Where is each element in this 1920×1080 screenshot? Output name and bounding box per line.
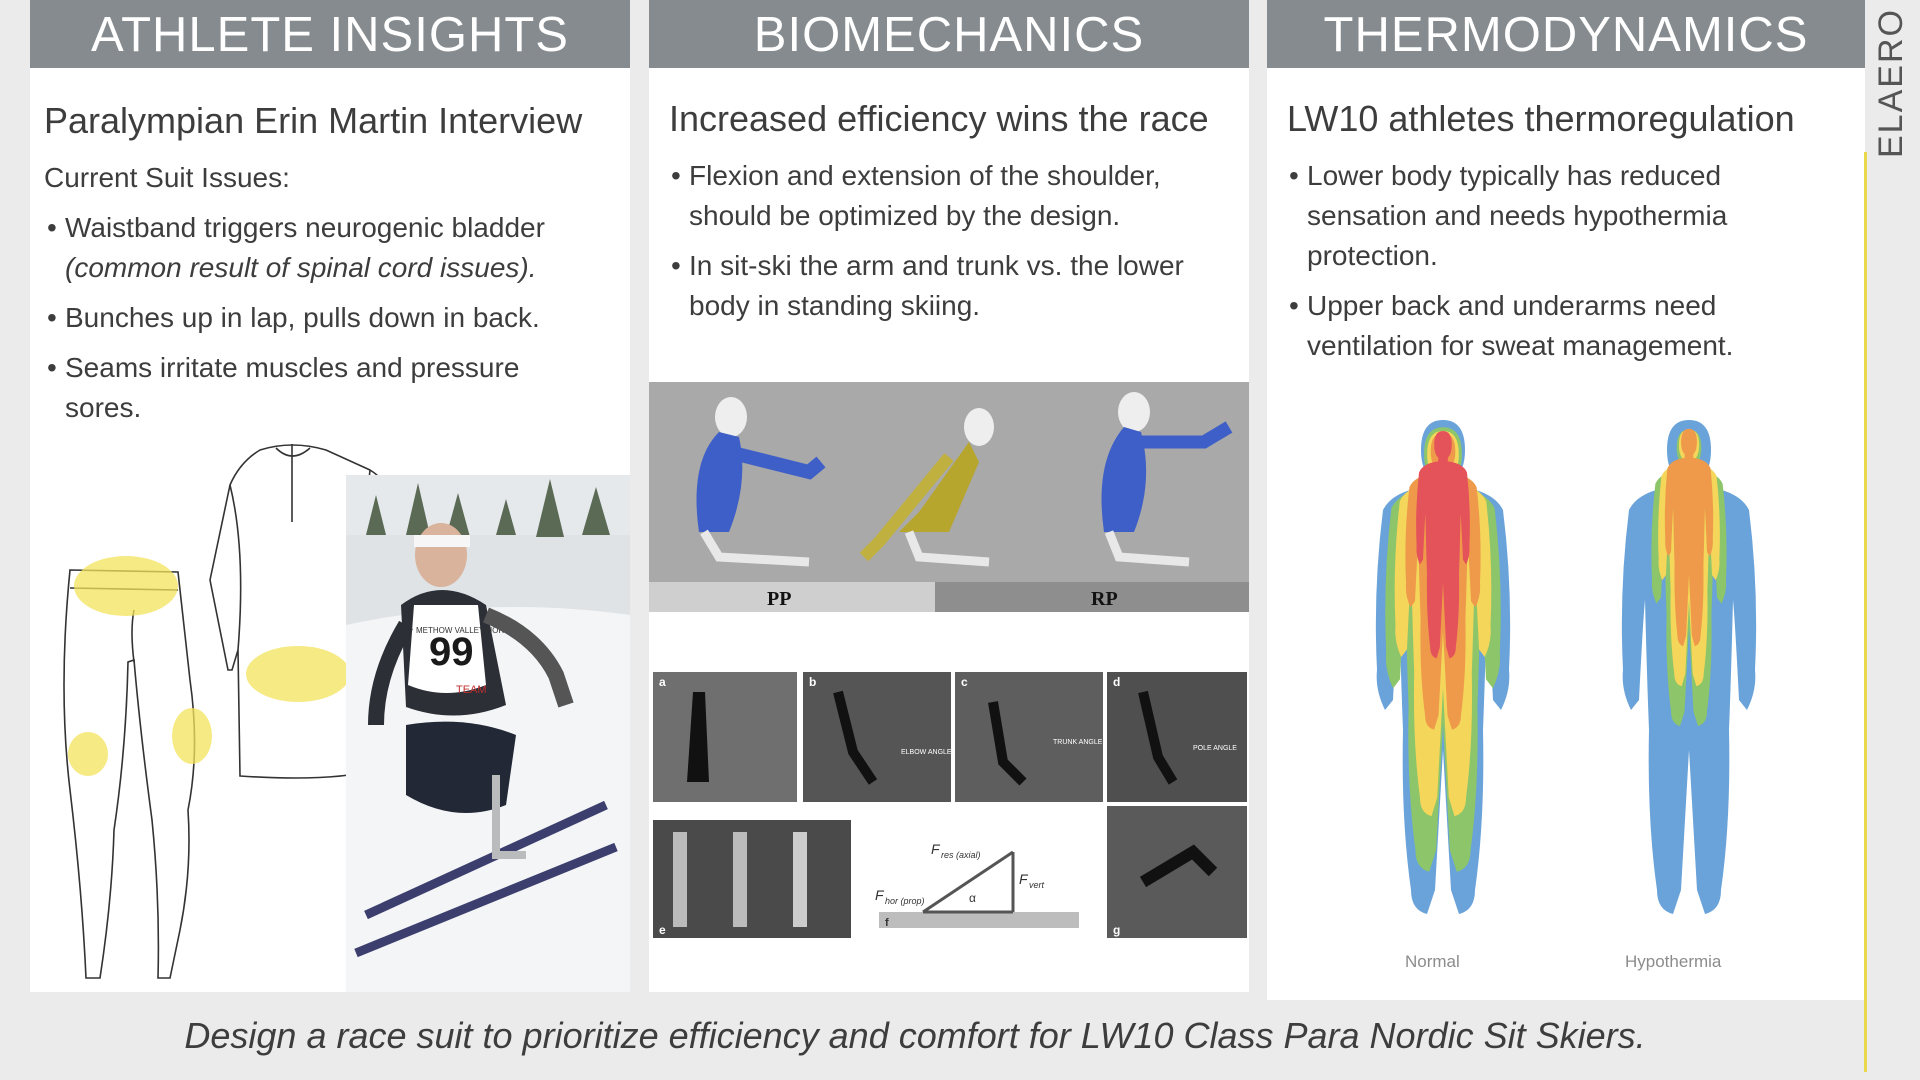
biomechanics-panel <box>649 0 1249 992</box>
photo-letter-b: b <box>809 675 817 689</box>
athlete-subtitle: Paralympian Erin Martin Interview <box>44 100 583 141</box>
athlete-insights-title: ATHLETE INSIGHTS <box>30 0 630 68</box>
photo-letter-a: a <box>659 675 666 689</box>
bib-number: 99 <box>429 630 474 674</box>
athlete-bullet-1-note: (common result of spinal cord issues). <box>65 252 537 283</box>
force-alpha-label: α <box>969 891 976 905</box>
photo-letter-c: c <box>961 675 968 689</box>
photo-letter-d: d <box>1113 675 1121 689</box>
thermodynamics-panel <box>1267 0 1865 1000</box>
force-hor-sub: hor (prop) <box>885 896 925 906</box>
thermo-bullet-2: • Upper back and underarms need ventilation for sweat management. <box>1289 290 1734 361</box>
trunk-angle-label: TRUNK ANGLE <box>1053 739 1103 746</box>
athlete-insights-panel <box>30 0 630 992</box>
thermodynamics-title: THERMODYNAMICS <box>1267 0 1865 68</box>
athlete-photo <box>346 475 630 992</box>
bib-team: TEAM <box>456 684 487 696</box>
force-res-sub: res (axial) <box>941 850 981 860</box>
photo-letter-e: e <box>659 923 666 937</box>
athlete-intro: Current Suit Issues: <box>44 162 290 193</box>
bib-text: METHOW VALLEY NORDIC <box>416 626 518 635</box>
skeleton-label-pp: PP <box>767 588 792 610</box>
footer-statement: Design a race suit to prioritize efficiency and comfort for LW10 Class Para Nordic Sit Skiers. <box>184 1015 1646 1056</box>
force-res-label: F <box>931 841 940 857</box>
elbow-angle-label: ELBOW ANGLE <box>901 749 952 756</box>
photo-letter-g: g <box>1113 923 1121 937</box>
caption-hypothermia: Hypothermia <box>1625 952 1722 971</box>
photo-letter-f: f <box>885 917 889 929</box>
force-hor-label: F <box>875 887 884 903</box>
sit-ski-photo-grid <box>653 672 1247 938</box>
force-vert-sub: vert <box>1029 880 1045 890</box>
brand-logo-text: ELAERO <box>1872 8 1910 158</box>
accent-divider <box>1864 152 1867 1072</box>
athlete-bullet-2: • Bunches up in lap, pulls down in back. <box>47 302 540 333</box>
force-vert-label: F <box>1019 871 1028 887</box>
biomech-subtitle: Increased efficiency wins the race <box>669 98 1209 139</box>
athlete-bullet-1: • Waistband triggers neurogenic bladder (common result of spinal cord issues). <box>47 212 545 283</box>
biomech-bullet-2: • In sit-ski the arm and trunk vs. the lower body in standing skiing. <box>671 250 1184 321</box>
thermo-subtitle: LW10 athletes thermoregulation <box>1287 98 1795 139</box>
thermo-bullet-1: • Lower body typically has reduced sensation and needs hypothermia protection. <box>1289 160 1728 271</box>
pole-angle-label: POLE ANGLE <box>1193 745 1237 752</box>
biomechanics-title: BIOMECHANICS <box>649 0 1249 68</box>
skeleton-label-rp: RP <box>1091 588 1118 610</box>
thermal-body-maps <box>1347 410 1787 930</box>
caption-normal: Normal <box>1405 952 1460 971</box>
skeleton-model-figure <box>649 382 1249 612</box>
biomech-bullet-1: • Flexion and extension of the shoulder, should be optimized by the design. <box>671 160 1161 231</box>
athlete-bullet-3: • Seams irritate muscles and pressure sores. <box>47 352 520 423</box>
